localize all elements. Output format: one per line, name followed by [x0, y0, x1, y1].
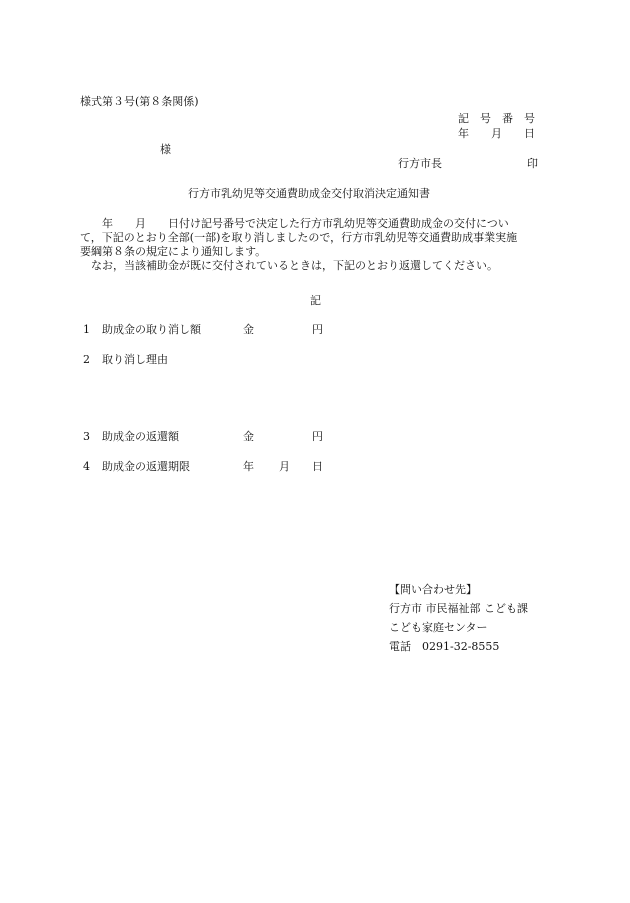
contact-center: こども家庭センター	[389, 621, 488, 634]
seal-mark: 印	[527, 157, 538, 170]
item-number: 4	[83, 460, 90, 473]
item-label: 取り消し理由	[102, 353, 168, 366]
amount-prefix: 金	[243, 430, 254, 443]
contact-block	[389, 580, 528, 656]
paragraph1-line3: 要綱第８条の規定により通知します。	[80, 245, 267, 258]
amount-prefix: 金	[243, 323, 254, 336]
item-label: 助成金の取り消し額	[102, 323, 201, 336]
paragraph1-line2: て，下記のとおり全部(一部)を取り消しましたので，行方市乳幼児等交通費助成事業実施	[80, 231, 518, 244]
contact-heading: 【問い合わせ先】	[389, 583, 477, 596]
contact-phone: 電話 0291-32-8555	[389, 640, 500, 653]
paragraph2: なお，当該補助金が既に交付されているときは，下記のとおり返還してください。	[80, 259, 498, 272]
deadline-year: 年	[243, 460, 254, 473]
item-number: 3	[83, 430, 90, 443]
issuer-name: 行方市長	[398, 157, 442, 170]
form-label: 様式第３号(第８条関係)	[80, 95, 199, 108]
addressee-suffix: 様	[160, 143, 171, 156]
document-title: 行方市乳幼児等交通費助成金交付取消決定通知書	[188, 187, 430, 200]
item-number: 1	[83, 323, 90, 336]
body-paragraph	[80, 217, 540, 273]
item-label: 助成金の返還額	[102, 430, 179, 443]
item-number: 2	[83, 353, 90, 366]
amount-suffix: 円	[312, 323, 323, 336]
issue-date: 年 月 日	[458, 127, 535, 140]
ki-heading: 記	[310, 294, 321, 307]
deadline-day: 日	[312, 460, 323, 473]
paragraph1-line1: 年 月 日付け記号番号で決定した行方市乳幼児等交通費助成金の交付につい	[80, 217, 509, 230]
record-number: 記 号 番 号	[458, 112, 535, 125]
contact-department: 行方市 市民福祉部 こども課	[389, 602, 528, 615]
amount-suffix: 円	[312, 430, 323, 443]
deadline-month: 月	[279, 460, 290, 473]
item-label: 助成金の返還期限	[102, 460, 190, 473]
